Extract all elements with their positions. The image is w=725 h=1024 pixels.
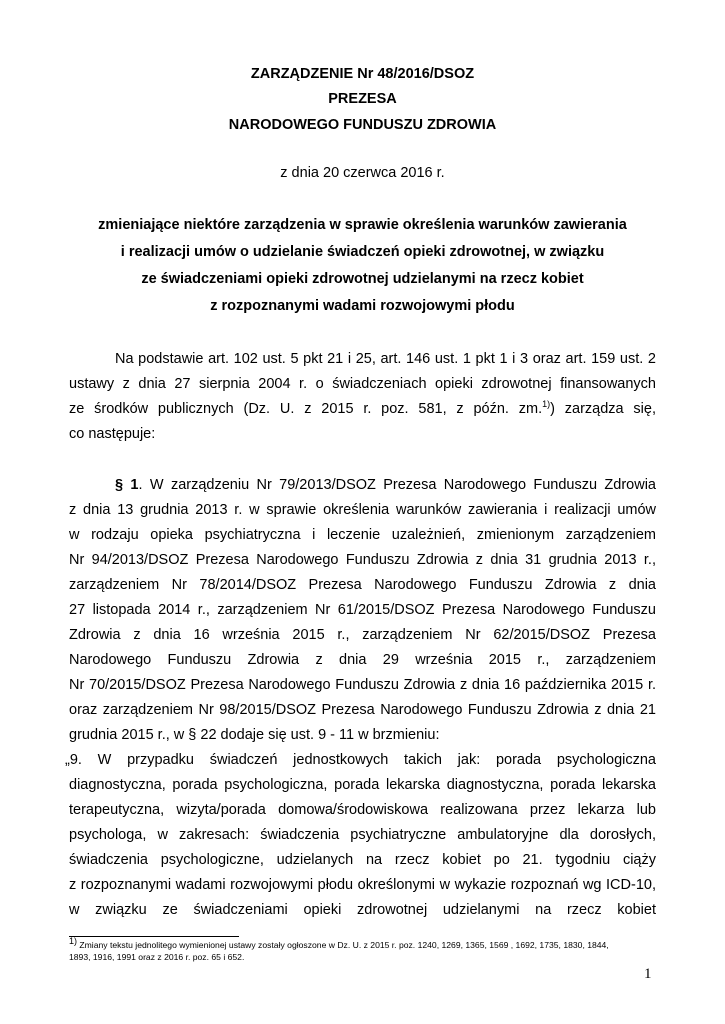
- quote-line: diagnostyczna, porada psychologiczna, porada lekarska diagnostyczna, porada lekarska: [69, 777, 656, 793]
- subject-line: z rozpoznanymi wadami rozwojowymi płodu: [210, 298, 515, 314]
- subject-line: zmieniające niektóre zarządzenia w sprawie określenia warunków zawierania: [98, 217, 627, 233]
- footnote-line: 1893, 1916, 1991 oraz z 2016 r. poz. 65 i 652.: [69, 952, 245, 962]
- section-1-line: zarządzeniem Nr 78/2014/DSOZ Prezesa Narodowego Funduszu Zdrowia z dnia: [69, 577, 656, 593]
- footnote-mark: 1): [69, 936, 78, 947]
- section-1-line: w rodzaju opieka psychiatryczna i leczenie uzależnień, zmienionym zarządzeniem: [69, 527, 656, 543]
- section-1-line: oraz zarządzeniem Nr 98/2015/DSOZ Prezesa Narodowego Funduszu Zdrowia z dnia 21: [69, 702, 656, 718]
- document-subject: [0, 212, 725, 320]
- section-1-line: Narodowego Funduszu Zdrowia z dnia 29 września 2015 r., zarządzeniem: [69, 652, 656, 668]
- preamble-line: [69, 400, 656, 418]
- section-1-line: Nr 94/2013/DSOZ Prezesa Narodowego Funduszu Zdrowia z dnia 31 grudnia 2013 r.,: [69, 552, 656, 568]
- quote-line: z rozpoznanymi wadami rozwojowymi płodu określonymi w wykazie rozpoznań wg ICD-10,: [69, 877, 656, 893]
- document-title-line-2: PREZESA: [328, 91, 397, 107]
- section-1-line: 27 listopada 2014 r., zarządzeniem Nr 61/2015/DSOZ Prezesa Narodowego Funduszu: [69, 602, 656, 618]
- quote-line: świadczenia psychologiczne, udzielanych na rzecz kobiet po 21. tygodniu ciąży: [69, 852, 656, 868]
- document-title-line-3: NARODOWEGO FUNDUSZU ZDROWIA: [228, 117, 497, 133]
- footnote-separator: [69, 936, 239, 937]
- preamble-text: ze środków publicznych (Dz. U. z 2015 r. poz. 581, z późn. zm.: [69, 401, 543, 417]
- section-text: . W zarządzeniu Nr 79/2013/DSOZ Prezesa Narodowego Funduszu Zdrowia: [138, 477, 656, 493]
- footnote-reference: 1): [542, 399, 551, 410]
- section-1-line: z dnia 13 grudnia 2013 r. w sprawie określenia warunków zawierania i realizacji umów: [69, 502, 656, 518]
- subject-line: i realizacji umów o udzielanie świadczeń opieki zdrowotnej, w związku: [120, 244, 605, 260]
- subject-line: ze świadczeniami opieki zdrowotnej udzielanymi na rzecz kobiet: [141, 271, 584, 287]
- quote-line: w związku ze świadczeniami opieki zdrowotnej udzielanymi na rzecz kobiet: [69, 902, 656, 918]
- section-1-line: Nr 70/2015/DSOZ Prezesa Narodowego Funduszu Zdrowia z dnia 16 października 2015 r.: [69, 677, 656, 693]
- quote-line: psychologa, w zakresach: świadczenia psychiatryczne ambulatoryjne dla dorosłych,: [69, 827, 656, 843]
- preamble-line: Na podstawie art. 102 ust. 5 pkt 21 i 25, art. 146 ust. 1 pkt 1 i 3 oraz art. 159 ust. 2: [115, 351, 656, 367]
- quote-line: terapeutyczna, wizyta/porada domowa/środowiskowa realizowana przez lekarza lub: [69, 802, 656, 818]
- preamble-line: ustawy z dnia 27 sierpnia 2004 r. o świadczeniach opieki zdrowotnej finansowanych: [69, 376, 656, 392]
- document-title-line-1: ZARZĄDZENIE Nr 48/2016/DSOZ: [250, 66, 475, 82]
- document-date: z dnia 20 czerwca 2016 r.: [280, 165, 445, 181]
- page-number: 1: [644, 966, 652, 982]
- preamble-text: ) zarządza się,: [550, 401, 656, 417]
- section-mark: § 1: [115, 477, 139, 493]
- footnote-text: Zmiany tekstu jednolitego wymienionej ustawy zostały ogłoszone w Dz. U. z 2015 r. poz. 1240, 1269, 1365, 1569 , 1692, 1735, 1830, 1844,: [77, 940, 609, 950]
- quote-line: „9. W przypadku świadczeń jednostkowych takich jak: porada psychologiczna: [65, 752, 656, 768]
- section-1-line: Zdrowia z dnia 16 września 2015 r., zarządzeniem Nr 62/2015/DSOZ Prezesa: [69, 627, 656, 643]
- footnote-line: [69, 936, 669, 951]
- preamble-line: co następuje:: [69, 426, 156, 442]
- section-1-line: [115, 476, 656, 494]
- section-1-line: grudnia 2015 r., w § 22 dodaje się ust. 9 - 11 w brzmieniu:: [69, 727, 440, 743]
